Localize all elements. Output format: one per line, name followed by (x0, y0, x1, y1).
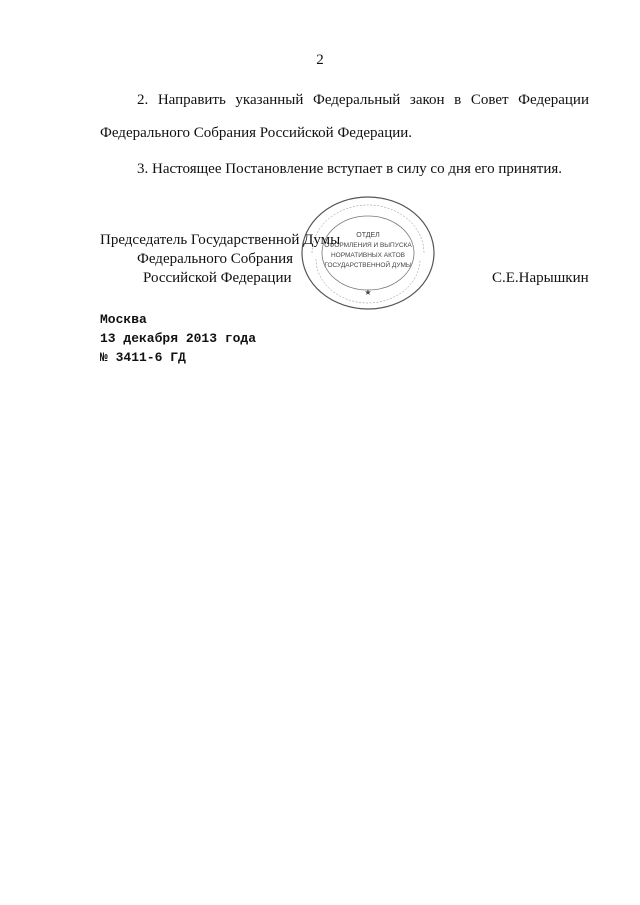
star-icon: ★ (364, 288, 372, 297)
stamp-line-1: ОТДЕЛ (356, 232, 380, 239)
issue-date: 13 декабря 2013 года (100, 331, 257, 346)
stamp-line-4: ГОСУДАРСТВЕННОЙ ДУМЫ (324, 262, 412, 269)
issue-city: Москва (100, 312, 147, 327)
signer-title-line-3: Российской Федерации (143, 270, 292, 286)
item-2-line-1: 2. Направить указанный Федеральный закон в Совет Федерации (137, 92, 589, 108)
signer-title-line-2: Федерального Собрания (137, 251, 294, 267)
item-2-line-2: Федерального Собрания Российской Федерации. (100, 125, 413, 141)
stamp-line-2: ОФОРМЛЕНИЯ И ВЫПУСКА (324, 242, 412, 249)
official-stamp (298, 193, 438, 313)
document-number: № 3411-6 ГД (100, 350, 186, 365)
item-3: 3. Настоящее Постановление вступает в силу со дня его принятия. (137, 161, 563, 177)
page-number: 2 (316, 52, 324, 68)
stamp-line-3: НОРМАТИВНЫХ АКТОВ (330, 252, 406, 259)
signer-title-line-1: Председатель Государственной Думы (100, 232, 341, 248)
signer-name: С.Е.Нарышкин (492, 270, 589, 286)
